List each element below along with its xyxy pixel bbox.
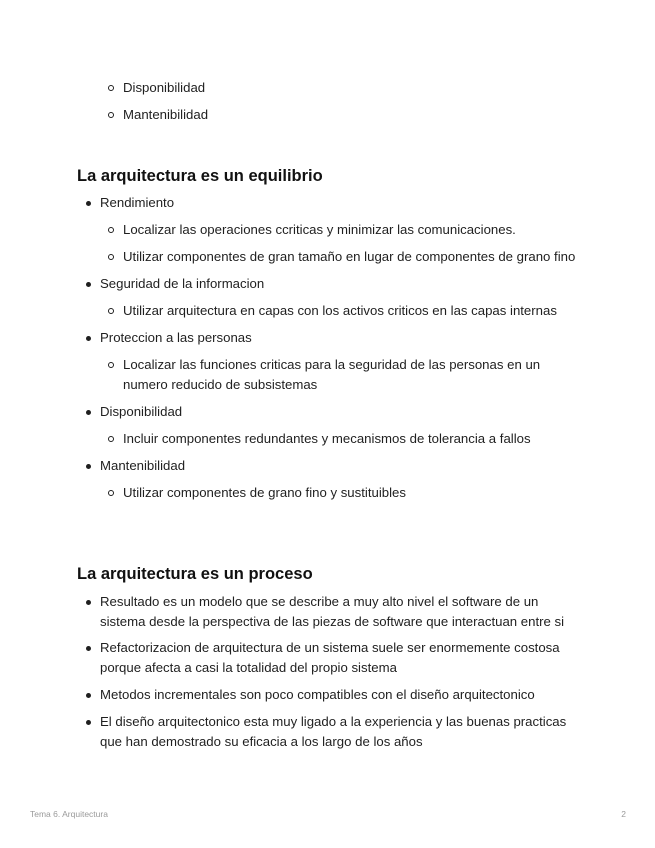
bullet-icon	[86, 410, 91, 415]
list-item	[123, 78, 579, 98]
list-item-text: Mantenibilidad	[123, 107, 209, 122]
list-item-proteccion	[100, 328, 580, 348]
list-item	[100, 638, 580, 678]
sub-list-item	[123, 220, 579, 240]
list-item-text: Refactorizacion de arquitectura de un sistema suele ser enormemente costosa porque afecta a casi la totalidad del propio sistema	[100, 640, 560, 675]
list-item-text: Utilizar componentes de gran tamaño en lugar de componentes de grano fino	[123, 249, 576, 264]
bullet-icon	[86, 464, 91, 469]
list-item-text: Metodos incrementales son poco compatibles con el diseño arquitectonico	[100, 687, 535, 702]
bullet-icon	[86, 336, 91, 341]
circle-bullet-icon	[108, 112, 114, 118]
list-item-text: Disponibilidad	[123, 80, 206, 95]
list-item-text: Mantenibilidad	[100, 458, 186, 473]
list-item-mantenibilidad	[100, 456, 580, 476]
list-item-text: Resultado es un modelo que se describe a muy alto nivel el software de un sistema desde la perspectiva de las piezas de software que interactuan entre si	[100, 594, 565, 629]
list-item-text: Disponibilidad	[100, 404, 183, 419]
circle-bullet-icon	[108, 308, 114, 314]
list-item-text: Rendimiento	[100, 195, 175, 210]
top-sublist	[0, 78, 655, 125]
footer-title: Tema 6. Arquitectura	[30, 809, 108, 819]
sub-list-item	[123, 429, 579, 449]
section-heading-proceso: La arquitectura es un proceso	[77, 565, 313, 583]
list-item	[123, 105, 579, 125]
list-item-text: Seguridad de la informacion	[100, 276, 265, 291]
sub-list-item	[123, 247, 579, 267]
list-item-text: Proteccion a las personas	[100, 330, 252, 345]
list-item-rendimiento	[100, 193, 580, 213]
section-heading-equilibrio: La arquitectura es un equilibrio	[77, 167, 323, 185]
list-item-disponibilidad	[100, 402, 580, 422]
circle-bullet-icon	[108, 490, 114, 496]
bullet-icon	[86, 201, 91, 206]
list-item-text: Utilizar arquitectura en capas con los activos criticos en las capas internas	[123, 303, 557, 318]
bullet-icon	[86, 600, 91, 605]
circle-bullet-icon	[108, 85, 114, 91]
list-item-text: El diseño arquitectonico esta muy ligado a la experiencia y las buenas practicas que han demostrado su eficacia a los largo de los años	[100, 714, 567, 749]
sub-list-item	[123, 301, 579, 321]
proceso-list	[0, 592, 655, 752]
list-item	[100, 712, 580, 752]
list-item	[100, 592, 580, 632]
bullet-icon	[86, 646, 91, 651]
page-number: 2	[621, 809, 626, 819]
list-item-text: Localizar las operaciones ccriticas y minimizar las comunicaciones.	[123, 222, 516, 237]
sub-list-item	[123, 483, 579, 503]
circle-bullet-icon	[108, 362, 114, 368]
bullet-icon	[86, 720, 91, 725]
bullet-icon	[86, 282, 91, 287]
list-item	[100, 685, 580, 705]
sub-list-item	[123, 355, 579, 395]
list-item-text: Localizar las funciones criticas para la seguridad de las personas en un numero reducido de subsistemas	[123, 357, 541, 392]
list-item-seguridad	[100, 274, 580, 294]
list-item-text: Incluir componentes redundantes y mecanismos de tolerancia a fallos	[123, 431, 531, 446]
bullet-icon	[86, 693, 91, 698]
circle-bullet-icon	[108, 227, 114, 233]
circle-bullet-icon	[108, 436, 114, 442]
equilibrio-list	[0, 193, 655, 503]
circle-bullet-icon	[108, 254, 114, 260]
list-item-text: Utilizar componentes de grano fino y sustituibles	[123, 485, 406, 500]
